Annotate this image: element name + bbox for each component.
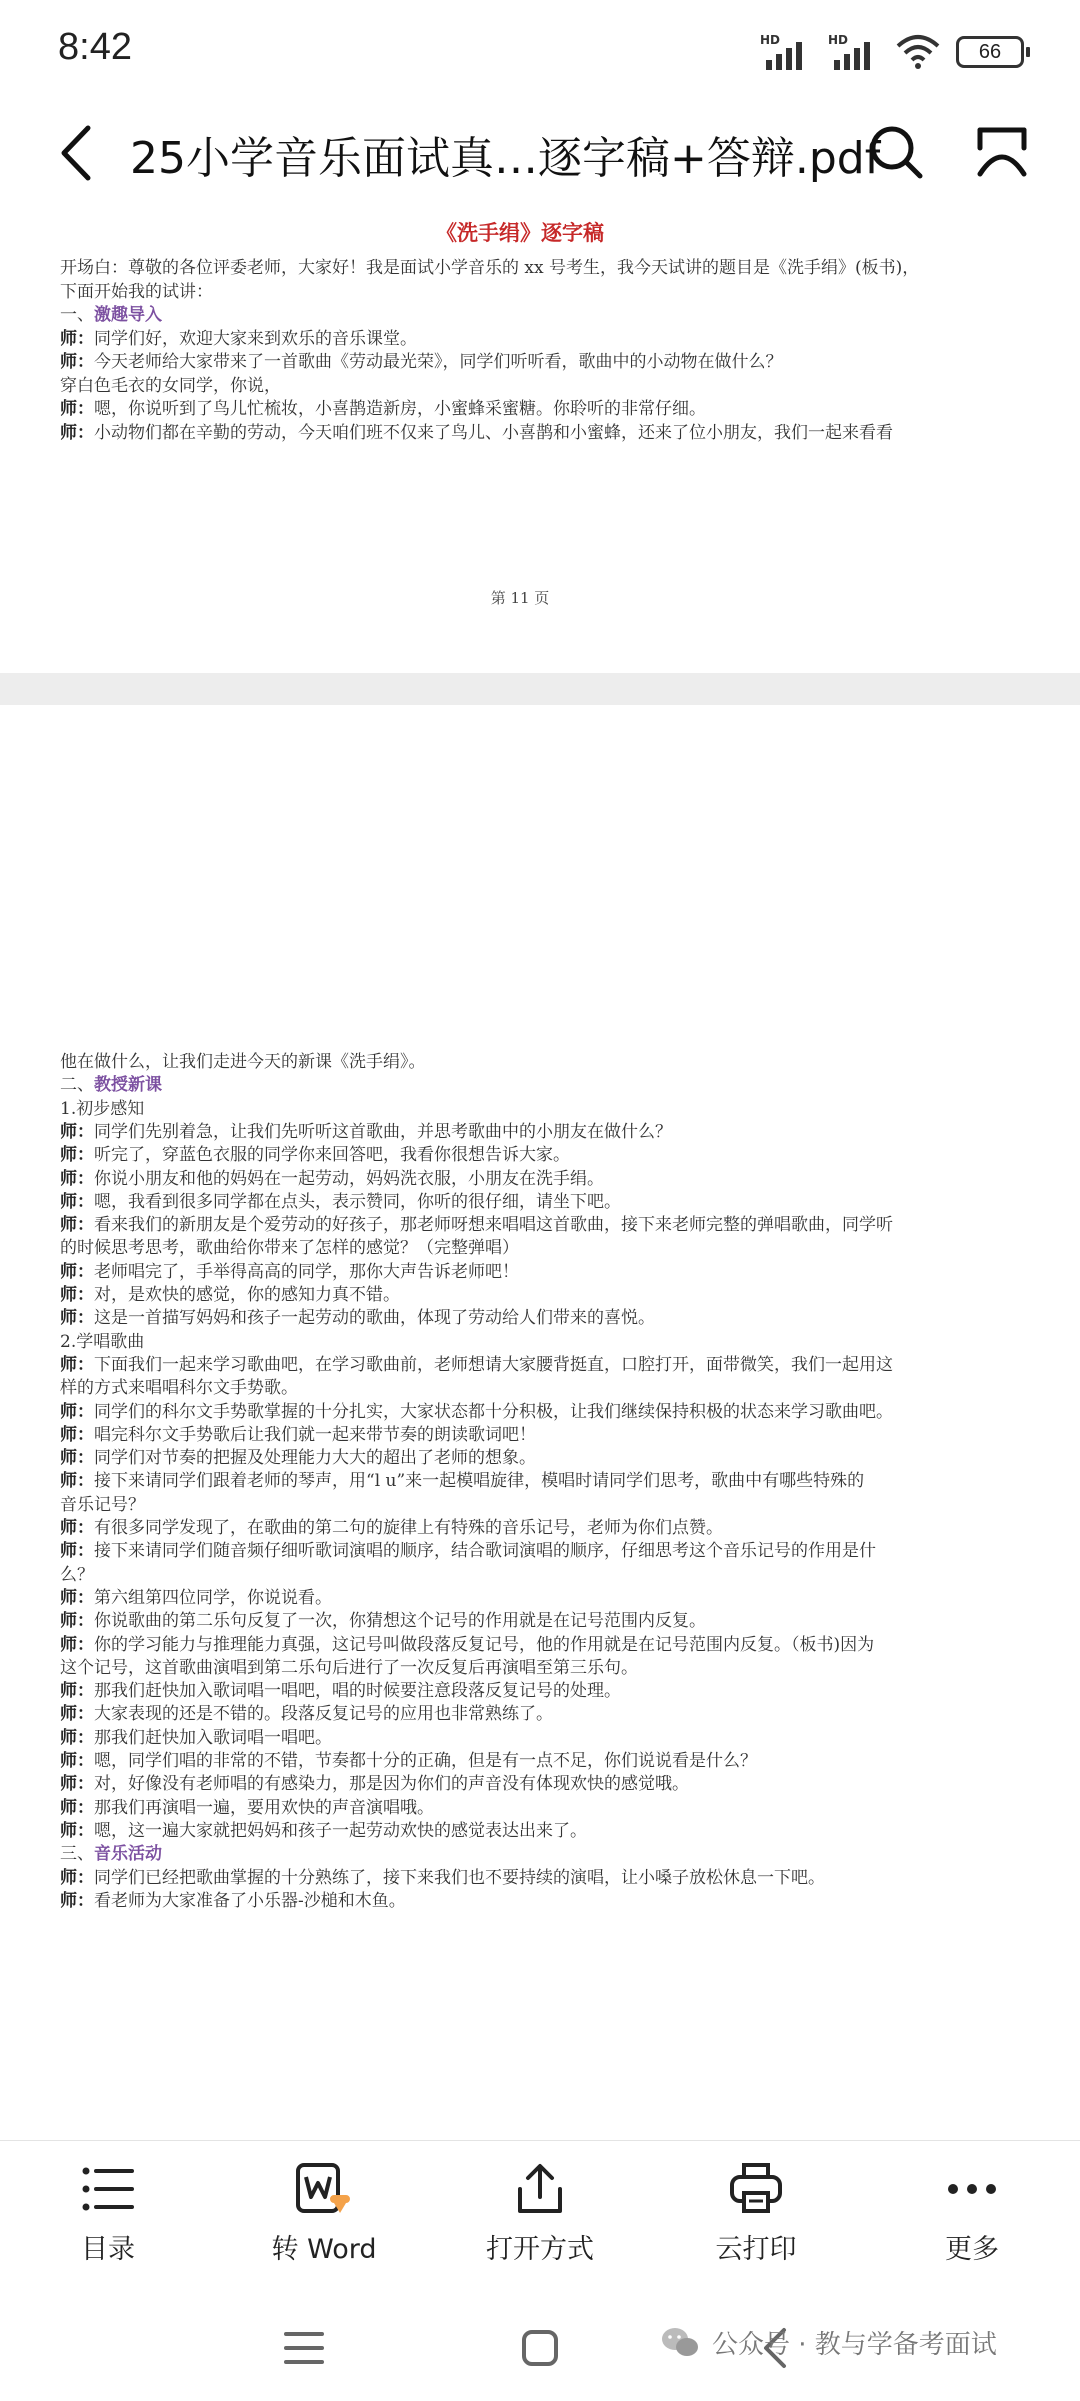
convert-word-button[interactable]: [234, 2161, 414, 2281]
speech-text: 看来我们的新朋友是个爱劳动的好孩子，那老师呀想来唱唱这首歌曲，接下来老师完整的弹唱歌曲，同学听: [94, 1215, 893, 1236]
speech-text: 同学们已经把歌曲掌握的十分熟练了，接下来我们也不要持续的演唱，让小嗓子放松休息一下吧。: [94, 1867, 825, 1888]
status-time: 8:42: [58, 26, 132, 68]
section-heading: [60, 1839, 1000, 1864]
speech-text: 嗯，同学们唱的非常的不错，节奏都十分的正确，但是有一点不足，你们说说看是什么？: [94, 1751, 757, 1771]
open-with-label: 打开方式: [486, 2234, 594, 2265]
text-line: [60, 1257, 1000, 1282]
speaker-label: 师：: [60, 1820, 94, 1841]
speaker-label: 师：: [60, 1354, 94, 1375]
toc-button[interactable]: [18, 2161, 198, 2281]
speaker-label: 师：: [60, 1797, 94, 1818]
text-line: 穿白色毛衣的女同学，你说，: [60, 375, 281, 396]
text-line: [60, 1863, 1000, 1888]
text-line: [60, 1466, 1000, 1491]
word-convert-icon: [294, 2161, 354, 2217]
text-line: [60, 1816, 1000, 1841]
text-line: [60, 1350, 1000, 1375]
home-icon[interactable]: [520, 2328, 560, 2368]
status-icons: [760, 30, 1030, 74]
speech-text: 嗯，这一遍大家就把妈妈和孩子一起劳动欢快的感觉表达出来了。: [94, 1820, 587, 1841]
more-label: 更多: [945, 2234, 999, 2265]
text-line: [60, 1699, 1000, 1724]
speaker-label: 师：: [60, 1518, 94, 1538]
document-title: 25小学音乐面试真…逐字稿+答辩.pdf: [130, 133, 881, 184]
speech-text: 你的学习能力与推理能力真强，这记号叫做段落反复记号，他的作用就是在记号范围内反复。（板书)因为: [94, 1634, 875, 1655]
speaker-label: 师：: [60, 1121, 94, 1142]
speech-text: 那我们赶快加入歌词唱一唱吧。: [94, 1727, 332, 1748]
speech-text: 下面我们一起来学习歌曲吧，在学习歌曲前，老师想请大家腰背挺直，口腔打开，面带微笑，我们一起用这: [94, 1354, 893, 1375]
section-heading: [60, 300, 1000, 325]
speaker-label: 师：: [60, 1681, 94, 1702]
speaker-label: 师：: [60, 422, 94, 443]
back-arrow-icon[interactable]: [50, 118, 110, 188]
speech-text: 你说小朋友和他的妈妈在一起劳动，妈妈洗衣服，小朋友在洗手绢。: [94, 1168, 604, 1189]
text-line: 他在做什么，让我们走进今天的新课《洗手绢》。: [60, 1052, 426, 1072]
text-line: [60, 1536, 1000, 1561]
section-prefix: 二、: [60, 1075, 94, 1096]
wifi-icon: [896, 34, 940, 70]
text-line: 的时候思考思考，歌曲给你带来了怎样的感觉？（完整弹唱）: [60, 1238, 519, 1259]
printer-icon: [728, 2161, 784, 2217]
page-number: 第 11 页: [490, 589, 550, 607]
share-icon: [512, 2161, 568, 2217]
text-line: 这个记号，这首歌曲演唱到第二乐句后进行了一次反复后再演唱至第三乐句。: [60, 1657, 638, 1678]
text-line: [60, 1513, 1000, 1538]
speech-text: 唱完科尔文手势歌后让我们就一起来带节奏的朗读歌词吧！: [94, 1424, 536, 1445]
svg-text:HD: HD: [760, 33, 781, 47]
text-line: [60, 1117, 1000, 1142]
speaker-label: 师：: [60, 1448, 94, 1469]
speech-text: 嗯，我看到很多同学都在点头，表示赞同，你听的很仔细，请坐下吧。: [94, 1191, 621, 1212]
speaker-label: 师：: [60, 1285, 94, 1305]
speaker-label: 师：: [60, 1168, 94, 1189]
speaker-label: 师：: [60, 1751, 94, 1771]
text-line: [60, 1676, 1000, 1701]
speech-text: 对，好像没有老师唱的有感染力，那是因为你们的声音没有体现欢快的感觉哦。: [94, 1774, 689, 1795]
doc-heading: 《洗手绢》逐字稿: [436, 220, 604, 245]
speaker-label: 师：: [60, 1424, 94, 1445]
wechat-icon: [660, 2326, 700, 2360]
text-line: 1.初步感知: [60, 1098, 145, 1119]
text-line: [60, 1397, 1000, 1422]
text-line: 么？: [60, 1564, 94, 1585]
cloud-print-button[interactable]: [666, 2161, 846, 2281]
speaker-label: 师：: [60, 1774, 94, 1795]
text-line: [60, 1164, 1000, 1189]
speech-text: 接下来请同学们随音频仔细听歌词演唱的顺序，结合歌词演唱的顺序，仔细思考这个音乐记号的作用是什: [94, 1541, 876, 1562]
text-line: [60, 324, 1000, 349]
speech-text: 同学们的科尔文手势歌掌握的十分扎实，大家状态都十分积极，让我们继续保持积极的状态来学习歌曲吧。: [94, 1401, 893, 1422]
text-line: [60, 1769, 1000, 1794]
document-viewer[interactable]: [0, 205, 1080, 2140]
speaker-label: 师：: [60, 1634, 94, 1655]
text-line: [60, 1210, 1000, 1235]
section-title: 音乐活动: [94, 1844, 162, 1865]
speaker-label: 师：: [60, 1704, 94, 1725]
speech-text: 嗯，你说听到了鸟儿忙梳妆，小喜鹊造新房，小蜜蜂采蜜糖。你聆听的非常仔细。: [94, 399, 706, 419]
text-line: 下面开始我的试讲：: [60, 281, 213, 302]
section-title: 教授新课: [94, 1075, 162, 1096]
text-line: 样的方式来唱唱科尔文手势歌。: [60, 1378, 298, 1399]
read-aloud-icon[interactable]: [972, 122, 1032, 182]
text-line: [60, 394, 1000, 419]
speech-text: 同学们好，欢迎大家来到欢乐的音乐课堂。: [94, 328, 417, 349]
speech-text: 那我们赶快加入歌词唱一唱吧，唱的时候要注意段落反复记号的处理。: [94, 1681, 621, 1702]
speaker-label: 师：: [60, 1191, 94, 1212]
speaker-label: 师：: [60, 1890, 94, 1911]
text-line: [60, 1630, 1000, 1655]
speaker-label: 师：: [60, 1471, 94, 1492]
toc-label: 目录: [81, 2234, 135, 2265]
speaker-label: 师：: [60, 1611, 94, 1632]
speech-text: 有很多同学发现了，在歌曲的第二句的旋律上有特殊的音乐记号，老师为你们点赞。: [94, 1518, 723, 1538]
signal-hd-icon-2: [828, 32, 880, 72]
speech-text: 看老师为大家准备了小乐器-沙槌和木鱼。: [94, 1890, 406, 1911]
section-prefix: 三、: [60, 1844, 94, 1865]
speaker-label: 师：: [60, 1308, 94, 1329]
watermark: [660, 2324, 997, 2361]
text-line: [60, 1793, 1000, 1818]
search-icon[interactable]: [866, 122, 926, 182]
text-line: [60, 418, 1000, 443]
speaker-label: 师：: [60, 1727, 94, 1748]
more-dots-icon: [944, 2161, 1000, 2217]
pdf-page-11: [0, 205, 1080, 673]
speaker-label: 师：: [60, 1587, 94, 1608]
section-title: 激趣导入: [94, 305, 162, 325]
section-heading: [60, 1070, 1000, 1095]
speaker-label: 师：: [60, 1145, 94, 1166]
text-line: 2.学唱歌曲: [60, 1331, 145, 1352]
speech-text: 大家表现的还是不错的。段落反复记号的应用也非常熟练了。: [94, 1704, 553, 1725]
convert-word-label: 转 Word: [271, 2234, 377, 2265]
speech-text: 对，是欢快的感觉，你的感知力真不错。: [94, 1285, 400, 1305]
text-line: [60, 1746, 1000, 1771]
recent-apps-icon[interactable]: [284, 2330, 324, 2366]
title-bar: [0, 100, 1080, 205]
signal-hd-icon: [760, 32, 812, 72]
text-line: [60, 1420, 1000, 1445]
svg-text:HD: HD: [828, 33, 849, 47]
pdf-page-12: [0, 705, 1080, 2140]
speech-text: 听完了，穿蓝色衣服的同学你来回答吧，我看你很想告诉大家。: [94, 1145, 570, 1166]
text-line: [60, 1280, 1000, 1305]
speech-text: 第六组第四位同学，你说说看。: [94, 1587, 332, 1608]
more-button[interactable]: [882, 2161, 1062, 2281]
system-nav-bar: [0, 2290, 1080, 2401]
speech-text: 同学们对节奏的把握及处理能力大大的超出了老师的想象。: [94, 1448, 536, 1469]
list-icon: [80, 2161, 136, 2217]
section-prefix: 一、: [60, 305, 94, 325]
speech-text: 你说歌曲的第二乐句反复了一次，你猜想这个记号的作用就是在记号范围内反复。: [94, 1611, 706, 1632]
text-line: [60, 1886, 1000, 1911]
speech-text: 同学们先别着急，让我们先听听这首歌曲，并思考歌曲中的小朋友在做什么？: [94, 1121, 672, 1142]
speech-text: 小动物们都在辛勤的劳动，今天咱们班不仅来了鸟儿、小喜鹊和小蜜蜂，还来了位小朋友，我们一起来看看: [94, 422, 893, 443]
text-line: [60, 1583, 1000, 1608]
text-line: [60, 1606, 1000, 1631]
status-bar: [0, 0, 1080, 100]
text-line: [60, 1187, 1000, 1212]
battery-level: 66: [978, 40, 1002, 63]
speaker-label: 师：: [60, 1401, 94, 1422]
text-line: 音乐记号？: [60, 1494, 145, 1515]
speech-text: 那我们再演唱一遍，要用欢快的声音演唱哦。: [94, 1797, 434, 1818]
speech-text: 这是一首描写妈妈和孩子一起劳动的歌曲，体现了劳动给人们带来的喜悦。: [94, 1308, 655, 1329]
speech-text: 今天老师给大家带来了一首歌曲《劳动最光荣》，同学们听听看，歌曲中的小动物在做什么？: [94, 352, 783, 372]
speaker-label: 师：: [60, 328, 94, 349]
text-line: [60, 1443, 1000, 1468]
speaker-label: 师：: [60, 352, 94, 372]
speaker-label: 师：: [60, 1867, 94, 1888]
text-line: [60, 1140, 1000, 1165]
watermark-text: 公众号 · 教与学备考面试: [712, 2330, 997, 2360]
text-line: 开场白：尊敬的各位评委老师，大家好！我是面试小学音乐的 xx 号考生，我今天试讲的题目是《洗手绢》(板书)，: [60, 258, 920, 278]
battery-icon: [956, 36, 1030, 68]
speaker-label: 师：: [60, 1541, 94, 1562]
speaker-label: 师：: [60, 399, 94, 419]
bottom-toolbar: [0, 2140, 1080, 2291]
speaker-label: 师：: [60, 1261, 94, 1282]
cloud-print-label: 云打印: [715, 2234, 797, 2265]
text-line: [60, 1723, 1000, 1748]
speech-text: 老师唱完了，手举得高高的同学，那你大声告诉老师吧！: [94, 1261, 519, 1282]
speech-text: 接下来请同学们跟着老师的琴声，用“l u”来一起模唱旋律，模唱时请同学们思考，歌曲中有哪些特殊的: [94, 1471, 865, 1492]
open-with-button[interactable]: [450, 2161, 630, 2281]
speaker-label: 师：: [60, 1215, 94, 1236]
text-line: [60, 1303, 1000, 1328]
text-line: [60, 347, 1000, 372]
